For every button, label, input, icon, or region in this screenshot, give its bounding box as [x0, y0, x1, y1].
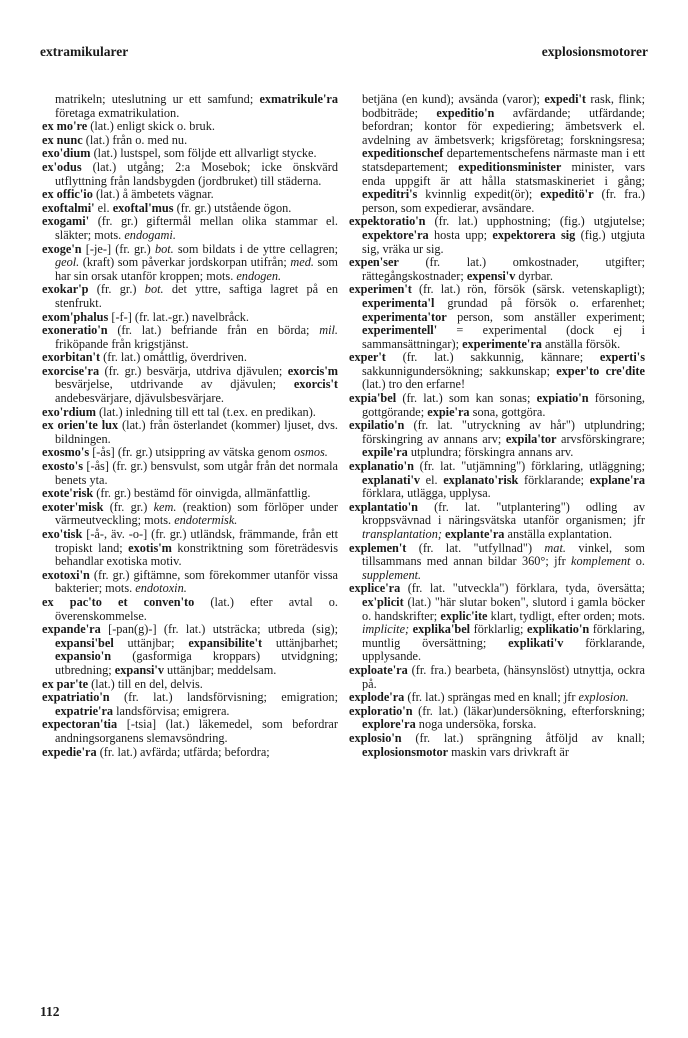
headword: exo'rdium: [42, 404, 96, 419]
definition-text: förklarande, upplysande.: [362, 635, 645, 664]
headword: ex'odus: [42, 159, 82, 174]
dictionary-entry: [42, 147, 338, 161]
dictionary-entry: [42, 202, 338, 216]
definition-text: o.: [630, 554, 646, 569]
headword: exoter'misk: [42, 499, 104, 514]
headword: experimenta'tor: [362, 309, 447, 324]
headword: explanati'v: [362, 472, 421, 487]
headword: exo'dium: [42, 146, 91, 161]
running-header: [40, 44, 648, 64]
dictionary-entry: [42, 283, 338, 310]
headword: ex nunc: [42, 132, 83, 147]
definition-text: [-å-, äv. -o-] (fr. gr.) utländsk, främmande, från ett tropiskt land;: [55, 527, 338, 555]
italic-term: bot.: [154, 241, 174, 256]
definition-text: anställa explantation.: [504, 527, 613, 541]
headword: ex offic'io: [42, 187, 93, 202]
headword: explikati'v: [508, 635, 564, 650]
definition-text: (fr. lat.) befriande från en börda;: [107, 323, 320, 338]
headword: explante'ra: [445, 527, 505, 541]
definition-text: (lat.) från o. med nu.: [82, 132, 188, 147]
definition-text: betjäna (en kund); avsända (varor);: [362, 92, 545, 106]
definition-text: (lat.) inledning till ett tal (t.ex. en predikan).: [95, 404, 316, 419]
headword: explosionsmotor: [362, 744, 449, 759]
definition-text: (reaktion) som förlöper under värmeutveckling; mots.: [55, 499, 338, 528]
definition-text: (lat.) från österlandet (kommer) ljuset, dvs. bildningen.: [55, 418, 338, 446]
definition-text: (fr. gr.) bestämd för oinvigda, allmänfattlig.: [93, 486, 311, 501]
dictionary-entry: [42, 691, 338, 718]
definition-text: (fr. lat.) sprängning åtföljd av knall;: [401, 730, 645, 745]
headword: ex pac'to et conven'to: [42, 594, 195, 609]
headword: exotoxi'n: [42, 567, 90, 582]
definition-text: förklarande;: [518, 472, 590, 487]
dictionary-entry: [349, 419, 645, 460]
definition-text: (fr. lat.) sprängas med en knall; jfr: [404, 690, 579, 705]
headword: exosmo's: [42, 445, 90, 460]
definition-text: (gasformiga kroppars) utvidgning; utbredning;: [55, 649, 338, 677]
headword: exosto's: [42, 459, 83, 474]
header-first-headword: extramikularer: [40, 44, 129, 59]
definition-text: [-f-] (fr. lat.-gr.) navelbråck.: [108, 309, 249, 324]
italic-term: endotermisk.: [174, 513, 238, 528]
headword: expektoratio'n: [349, 214, 426, 229]
header-last-headword: explosionsmotorer: [541, 44, 648, 59]
definition-text: uttänjbar; meddelsam.: [163, 662, 277, 677]
headword: expedie'ra: [42, 744, 97, 759]
dictionary-entry: [349, 215, 645, 256]
definition-text: grundad på försök o. erfarenhet;: [434, 295, 645, 310]
dictionary-entry: [42, 324, 338, 351]
definition-text: (fr. lat.) upphostning; (fig.) utgjutelse;: [425, 214, 645, 229]
definition-text: andebesvärjare, djävulsbesvärjare.: [55, 391, 224, 406]
headword: exploratio'n: [349, 703, 413, 718]
headword: exotis'm: [128, 540, 172, 555]
headword: expande'ra: [42, 622, 101, 637]
headword: experimen't: [349, 282, 412, 297]
definition-text: hosta upp;: [428, 227, 493, 242]
definition-text: (lat.) å ämbetets vägnar.: [92, 187, 214, 202]
dictionary-entry: [42, 351, 338, 365]
headword: expansibilite't: [188, 635, 263, 650]
definition-text: (fr. lat. "utfyllnad"): [406, 540, 545, 555]
italic-term: endotoxin.: [135, 581, 187, 596]
headword: explode'ra: [349, 690, 405, 705]
definition-text: kvinnlig expedit(ör);: [417, 187, 541, 202]
headword: exoftalmi': [42, 200, 95, 215]
italic-term: implicite;: [362, 622, 410, 637]
headword: expeditri's: [362, 187, 418, 202]
entry-continuation: [349, 93, 645, 215]
headword: exorbitan't: [42, 350, 101, 365]
headword: explic'ite: [440, 608, 488, 623]
dictionary-entry: [349, 664, 645, 691]
definition-text: (lat.) tro den erfarne!: [362, 377, 466, 392]
right-column: [349, 93, 645, 759]
headword: exper't: [349, 350, 386, 365]
headword: explanatio'n: [349, 459, 414, 474]
dictionary-entry: [42, 623, 338, 677]
definition-text: förklaring, muntlig översättning;: [362, 622, 645, 650]
definition-text: utplundra; förskingra annans arv.: [407, 445, 574, 460]
headword: expilatio'n: [349, 418, 405, 433]
definition-text: [-ås] (fr. gr.) utsippring av vätska genom: [89, 445, 295, 460]
headword: exo'tisk: [42, 527, 83, 541]
definition-text: (fr. lat.) avfärda; utfärda; befordra;: [96, 744, 270, 759]
dictionary-entry: [42, 188, 338, 202]
definition-text: [-pan(g)-] (fr. lat.) utsträcka; utbreda (sig);: [100, 622, 338, 637]
definition-text: el.: [420, 472, 444, 487]
dictionary-entry: [349, 732, 645, 759]
headword: expile'ra: [362, 445, 408, 460]
headword: exorcis'm: [287, 363, 338, 378]
dictionary-entry: [349, 582, 645, 664]
definition-text: (fig.) utgjuta sig, vräka ur sig.: [362, 227, 646, 256]
dictionary-entry: [349, 256, 645, 283]
definition-text: (fr. lat. "utjämning") förklaring, utläggning;: [413, 459, 645, 474]
headword: expia'bel: [349, 391, 397, 406]
headword: explice'ra: [349, 581, 401, 596]
definition-text: som bildats i de yttre cellagren;: [173, 241, 339, 256]
definition-text: (lat.) till en del, delvis.: [88, 676, 203, 691]
left-column: [42, 93, 338, 759]
dictionary-entry: [42, 161, 338, 188]
italic-term: osmos.: [294, 445, 328, 460]
definition-text: friköpande från krigstjänst.: [55, 336, 189, 351]
dictionary-entry: [349, 460, 645, 501]
definition-text: [-tsia] (lat.) läkemedel, som befordrar andningsorganens slemavsöndring.: [55, 717, 338, 745]
headword: ex par'te: [42, 676, 89, 691]
italic-term: komplement: [571, 554, 631, 569]
dictionary-entry: [42, 718, 338, 745]
headword: expatrie'ra: [55, 703, 114, 718]
italic-term: supplement.: [362, 567, 422, 582]
definition-text: klart, tydligt, efter orden; mots.: [487, 608, 646, 623]
headword: expansio'n: [55, 649, 112, 664]
definition-text: uttänjbarhet;: [262, 635, 338, 650]
definition-text: (fr. lat.) sakkunnig, kännare;: [385, 350, 600, 365]
definition-text: förklara, utlägga, upplysa.: [362, 486, 491, 501]
definition-text: (fr. gr.): [103, 499, 154, 514]
headword: exorcise'ra: [42, 363, 100, 378]
dictionary-entry: [42, 419, 338, 446]
definition-text: företaga exmatrikulation.: [55, 105, 180, 120]
headword: exote'risk: [42, 486, 94, 501]
definition-text: maskin vars drivkraft är: [448, 744, 569, 759]
dictionary-entry: [42, 678, 338, 692]
dictionary-entry: [42, 746, 338, 760]
definition-text: (fr. lat.) landsförvisning; emigration;: [109, 690, 338, 705]
dictionary-entry: [42, 460, 338, 487]
dictionary-entry: [349, 705, 645, 732]
italic-term: bot.: [144, 282, 164, 297]
headword: expensi'v: [466, 268, 516, 283]
headword: exmatrikule'ra: [259, 92, 338, 106]
italic-term: mat.: [544, 540, 566, 555]
dictionary-entry: [349, 351, 645, 392]
headword: exogami': [42, 214, 90, 229]
definition-text: det yttre, saftiga lagret på en stenfrukt.: [55, 282, 339, 310]
headword: experimente'ra: [462, 336, 542, 351]
definition-text: noga undersöka, forska.: [415, 717, 537, 732]
definition-text: försoning, gottgörande;: [362, 391, 645, 419]
headword: ex mo're: [42, 119, 88, 134]
dictionary-entry: [349, 542, 645, 583]
headword: explanato'risk: [443, 472, 519, 487]
dictionary-entry: [349, 501, 645, 542]
headword: explane'ra: [589, 472, 645, 487]
definition-text: (fr. fra.) bearbeta, (hänsynslöst) utnyttja, ockra på.: [362, 662, 645, 691]
italic-term: transplantation;: [362, 527, 442, 541]
headword: expeditionsminister: [458, 159, 562, 174]
headword: expansi'bel: [55, 635, 114, 650]
italic-term: kem.: [153, 499, 177, 514]
definition-text: sakkunnigundersökning; sakkunskap;: [362, 363, 557, 378]
definition-text: vinkel, som tillsammans med annan bildar 360°; jfr: [362, 540, 645, 569]
headword: explore'ra: [362, 717, 416, 732]
dictionary-entry: [42, 501, 338, 528]
definition-text: person, som anställer experiment;: [446, 309, 645, 324]
italic-term: geol.: [55, 255, 80, 270]
definition-text: dyrbar.: [515, 268, 553, 283]
page-number: 112: [40, 1004, 60, 1019]
dictionary-entry: [42, 311, 338, 325]
headword: exokar'p: [42, 282, 89, 297]
definition-text: (kraft) som påverkar jordskorpan utifrån;: [79, 255, 291, 270]
definition-text: (fr. gr.) giftämne, som förekommer utanför vissa bakterier; mots.: [55, 567, 338, 596]
definition-text: (fr. lat.) omåttlig, överdriven.: [100, 350, 247, 365]
definition-text: (lat.) enligt skick o. bruk.: [87, 119, 215, 134]
dictionary-entry: [349, 283, 645, 351]
headword: exorcis't: [293, 377, 338, 392]
headword: expeditio'n: [436, 105, 495, 120]
dictionary-entry: [42, 365, 338, 406]
dictionary-entry: [42, 120, 338, 134]
definition-text: landsförvisa; emigrera.: [113, 703, 230, 718]
headword: exoftal'mus: [112, 200, 174, 215]
headword: expatriatio'n: [42, 690, 110, 705]
headword: explemen't: [349, 540, 407, 555]
headword: expansi'v: [114, 662, 164, 677]
definition-text: uttänjbar;: [113, 635, 189, 650]
headword: explikatio'n: [527, 622, 590, 637]
italic-term: endogami.: [124, 227, 176, 242]
definition-text: [-je-] (fr. gr.): [81, 241, 155, 256]
headword: expeditö'r: [540, 187, 594, 202]
headword: exom'phalus: [42, 309, 109, 324]
definition-text: (fr. lat.) (läkar)undersökning, efterforskning;: [412, 703, 645, 718]
headword: exper'to cre'dite: [556, 363, 645, 378]
definition-text: (fr. gr.) utstående ögon.: [173, 200, 292, 215]
definition-text: rask, flink; bodbiträde;: [362, 92, 645, 120]
dictionary-entry: [42, 134, 338, 148]
definition-text: som har sin orsak utanför kroppen; mots.: [55, 255, 338, 283]
definition-text: avfärdande; utfärdande; befordran; kontor för expediering; ämbetsverk el. avdelning av ämbetsverk; krigsföretag; forskningsresa;: [362, 105, 646, 147]
headword: expiatio'n: [536, 391, 589, 406]
definition-text: departementschefens närmaste man i ett statsdepartement;: [362, 146, 645, 174]
dictionary-entry: [42, 215, 338, 242]
headword: exoneratio'n: [42, 323, 108, 338]
headword: ex orien'te lux: [42, 418, 119, 433]
dictionary-entry: [349, 392, 645, 419]
definition-text: (fr. lat. "utplantering") odling av kroppsvävnad i näringsvätska utanför organismen; jfr: [362, 499, 645, 528]
definition-text: (fr. gr.): [88, 282, 145, 297]
dictionary-entry: [42, 446, 338, 460]
headword: expektore'ra: [362, 227, 429, 242]
italic-term: med.: [290, 255, 314, 270]
definition-text: el.: [94, 200, 113, 215]
definition-text: (lat.) efter avtal o. överenskommelse.: [55, 594, 338, 623]
definition-text: minister, vars enda uppgift är att hålla statsmaskineriet i gång;: [362, 159, 645, 188]
dictionary-entry: [42, 406, 338, 420]
dictionary-entry: [42, 487, 338, 501]
definition-text: arvsförskingrare;: [556, 431, 645, 446]
definition-text: (lat.) "här slutar boken", slutord i gamla böcker o. handskrifter;: [362, 594, 645, 623]
definition-text: (fr. lat. "utveckla") förklara, tyda, översätta;: [400, 581, 645, 596]
definition-text: anställa försök.: [541, 336, 621, 351]
headword: explantatio'n: [349, 499, 419, 514]
definition-text: (fr. gr.) giftermål mellan olika stammar el. släkter; mots.: [55, 214, 338, 242]
headword: experimentell': [362, 323, 438, 338]
dictionary-entry: [42, 528, 338, 569]
headword: exploate'ra: [349, 662, 408, 677]
dictionary-entry: [349, 691, 645, 705]
italic-term: mil.: [319, 323, 338, 338]
definition-text: (fr. lat.) rön, försök (särsk. vetenskapligt);: [411, 282, 645, 297]
definition-text: sona, gottgöra.: [469, 404, 546, 419]
definition-text: konstriktning som företrädesvis behandlar exotiska motiv.: [55, 540, 338, 569]
dictionary-entry: [42, 569, 338, 596]
headword: expektorera sig: [492, 227, 576, 242]
entry-continuation: [42, 93, 338, 120]
definition-text: besvärjelse, utdrivande av djävulen;: [55, 377, 294, 392]
definition-text: = experimental (dock ej i sammansättningar);: [362, 323, 645, 351]
headword: expen'ser: [349, 255, 399, 270]
definition-text: (fr. lat.) omkostnader, utgifter; rättegångskostnader;: [362, 255, 645, 283]
headword: expie'ra: [427, 404, 470, 419]
definition-text: matrikeln; uteslutning ur ett samfund;: [55, 92, 260, 106]
headword: expeditionschef: [362, 146, 444, 161]
definition-text: (fr. lat.) som kan sonas;: [396, 391, 537, 406]
headword: experimenta'l: [362, 295, 435, 310]
dictionary-entry: [42, 596, 338, 623]
headword: expila'tor: [505, 431, 557, 446]
headword: expedi't: [544, 92, 587, 106]
headword: explika'bel: [412, 622, 471, 637]
italic-term: explosion.: [578, 690, 629, 705]
headword: ex'plicit: [362, 594, 404, 609]
dictionary-entry: [42, 243, 338, 284]
headword: experti's: [599, 350, 645, 365]
definition-text: (fr. gr.) besvärja, utdriva djävulen;: [99, 363, 288, 378]
definition-text: (lat.) utgång; 2:a Mosebok; icke önskvärd utflyttning från landsbygden (jordbruket) till städerna.: [55, 159, 338, 188]
definition-text: (lat.) lustspel, som följde ett allvarligt stycke.: [90, 146, 317, 161]
definition-text: (fr. lat. "utryckning av hår") utplundring; förskingring av annans arv;: [362, 418, 645, 446]
headword: explosio'n: [349, 730, 402, 745]
headword: expectoran'tia: [42, 717, 118, 732]
definition-text: förklarlig;: [470, 622, 528, 637]
definition-text: (fr. fra.) person, som expedierar, avsändare.: [362, 187, 645, 215]
headword: exoge'n: [42, 241, 82, 256]
italic-term: endogen.: [236, 268, 282, 283]
definition-text: [-ås] (fr. gr.) bensvulst, som utgår från det normala benets yta.: [55, 459, 338, 487]
